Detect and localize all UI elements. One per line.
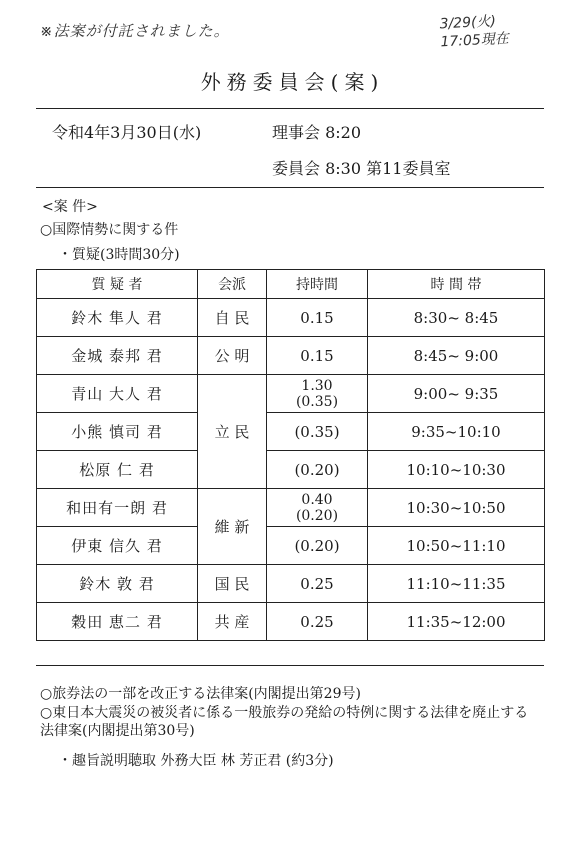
table-row <box>37 337 545 375</box>
board-meeting-time: 理事会 8:20 <box>272 123 362 142</box>
allotted-time <box>267 375 368 413</box>
handwritten-time: 17:05現在 <box>440 30 510 51</box>
time-slot: 9:00~ 9:35 <box>368 375 545 413</box>
allotted-time: 0.15 <box>267 337 368 375</box>
divider <box>36 108 544 109</box>
table-header-row <box>37 270 545 299</box>
questioner-name: 松原 仁 君 <box>37 451 198 489</box>
party: 共 産 <box>198 603 267 641</box>
time-slot: 11:35~12:00 <box>368 603 545 641</box>
time-slot: 10:50~11:10 <box>368 527 545 565</box>
header-party: 会派 <box>198 270 267 299</box>
table-row <box>37 451 545 489</box>
divider <box>36 187 544 188</box>
time-slot: 8:30~ 8:45 <box>368 299 545 337</box>
handwritten-timestamp <box>439 9 571 52</box>
allotted-time-own: (0.20) <box>295 507 339 524</box>
explanation-hearing: ・趣旨説明聴取 外務大臣 林 芳正君 (約3分) <box>58 753 334 769</box>
header-questioner: 質 疑 者 <box>37 270 198 299</box>
questioner-name: 和田有一朗 君 <box>37 489 198 527</box>
page-title: 外務委員会(案) <box>200 70 385 94</box>
allotted-time-total: 1.30 <box>301 377 333 394</box>
questioner-name: 鈴木 隼人 君 <box>37 299 198 337</box>
questioner-name: 穀田 恵二 君 <box>37 603 198 641</box>
table-row <box>37 527 545 565</box>
table-row <box>37 299 545 337</box>
table-row <box>37 413 545 451</box>
agenda-item-earthquake-bill: ○東日本大震災の被災者に係る一般旅券の発給の特例に関する法律を廃止する法律案(内閣提出第30号) <box>40 705 529 739</box>
header-allotted-time: 持時間 <box>267 270 368 299</box>
party: 公 明 <box>198 337 267 375</box>
agenda-item-international: ○国際情勢に関する件 <box>40 222 179 238</box>
time-slot: 10:30~10:50 <box>368 489 545 527</box>
allotted-time: 0.25 <box>267 603 368 641</box>
header-time-slot: 時 間 帯 <box>368 270 545 299</box>
meeting-date: 令和4年3月30日(水) <box>52 123 202 142</box>
time-slot: 9:35~10:10 <box>368 413 545 451</box>
allotted-time <box>267 489 368 527</box>
table-row <box>37 603 545 641</box>
questioner-name: 小熊 慎司 君 <box>37 413 198 451</box>
party: 維 新 <box>198 489 267 565</box>
allotted-time: 0.15 <box>267 299 368 337</box>
agenda-item-passport-bill: ○旅券法の一部を改正する法律案(内閣提出第29号) <box>40 686 361 702</box>
agenda-heading: <案 件> <box>42 199 98 215</box>
questioning-schedule-table <box>36 269 545 641</box>
questioning-label: ・質疑(3時間30分) <box>58 247 180 263</box>
allotted-time: (0.20) <box>267 451 368 489</box>
table-row <box>37 375 545 413</box>
committee-meeting-time: 委員会 8:30 第11委員室 <box>272 159 451 178</box>
time-slot: 10:10~10:30 <box>368 451 545 489</box>
table-row <box>37 489 545 527</box>
questioner-name: 鈴木 敦 君 <box>37 565 198 603</box>
allotted-time-total: 0.40 <box>301 491 333 508</box>
party: 立 民 <box>198 375 267 489</box>
time-slot: 8:45~ 9:00 <box>368 337 545 375</box>
allotted-time: (0.35) <box>267 413 368 451</box>
party: 自 民 <box>198 299 267 337</box>
table-row <box>37 565 545 603</box>
time-slot: 11:10~11:35 <box>368 565 545 603</box>
handwritten-note: ※法案が付託されました。 <box>40 22 230 40</box>
allotted-time-own: (0.35) <box>295 393 339 410</box>
questioner-name: 伊東 信久 君 <box>37 527 198 565</box>
allotted-time: (0.20) <box>267 527 368 565</box>
handwritten-date: 3/29(火) <box>439 13 497 33</box>
divider <box>36 665 544 666</box>
allotted-time: 0.25 <box>267 565 368 603</box>
questioner-name: 金城 泰邦 君 <box>37 337 198 375</box>
party: 国 民 <box>198 565 267 603</box>
questioner-name: 青山 大人 君 <box>37 375 198 413</box>
